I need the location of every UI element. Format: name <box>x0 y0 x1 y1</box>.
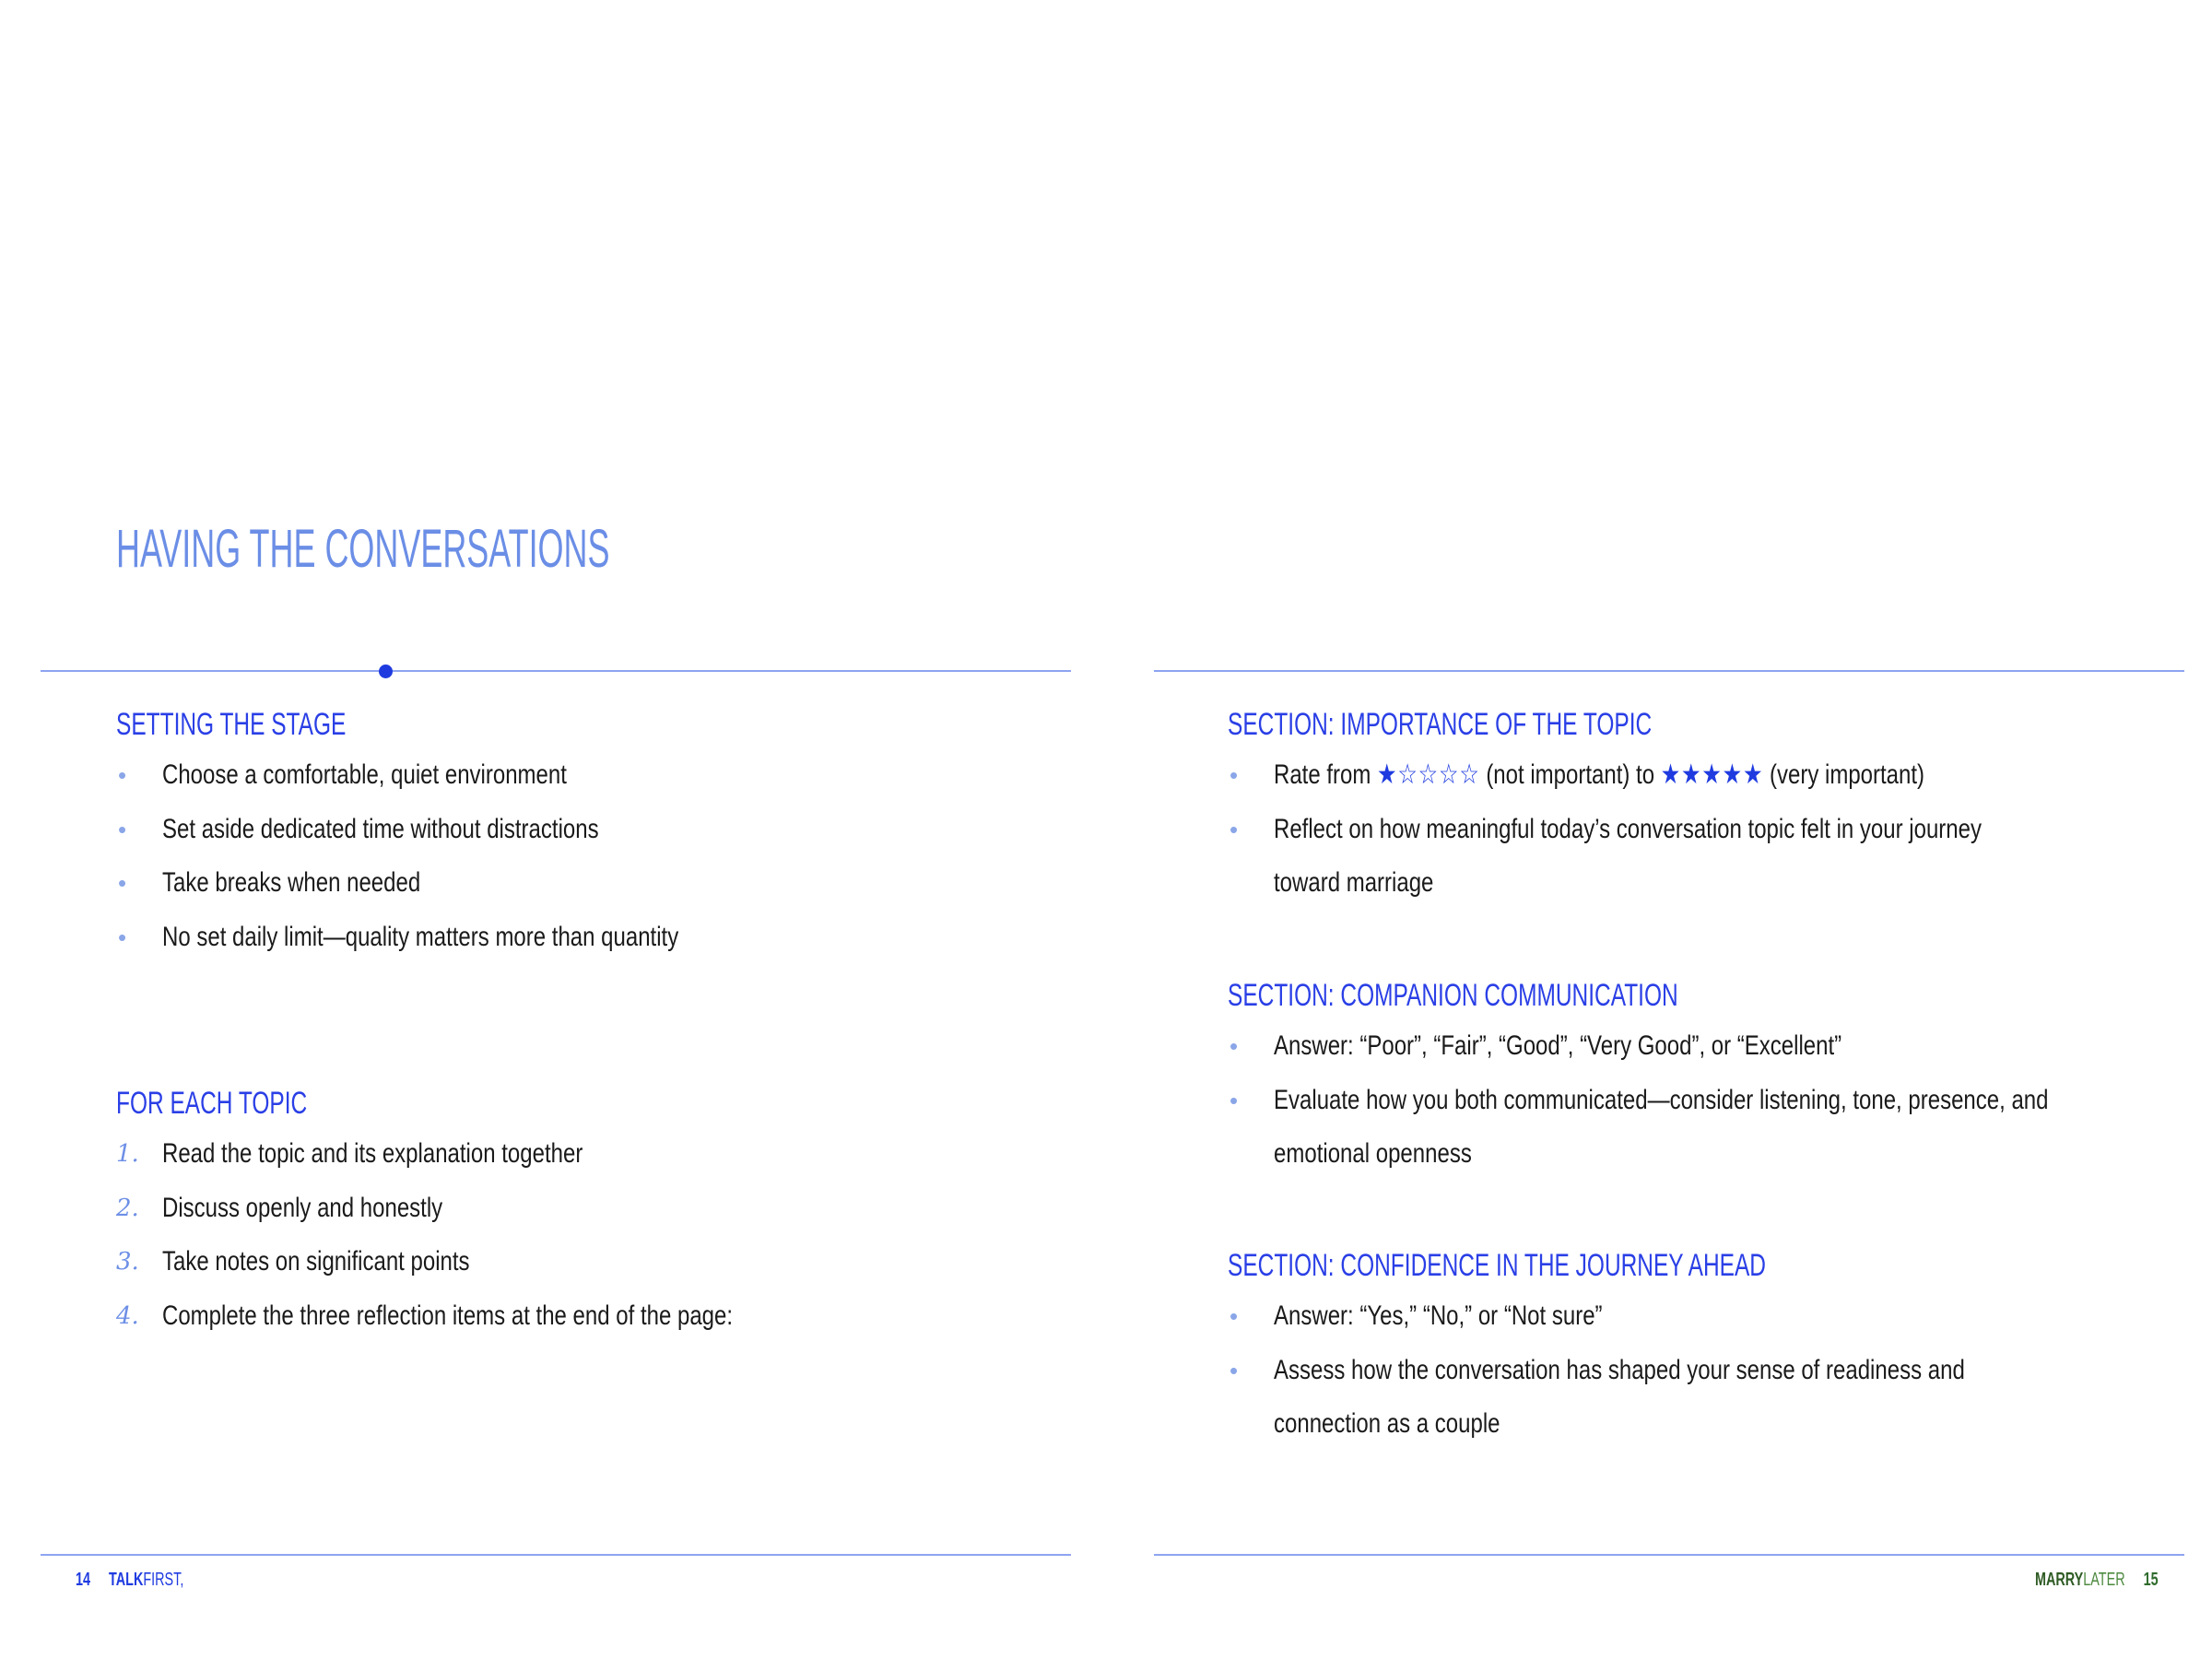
bullet-icon: • <box>1230 815 1239 843</box>
list-item: • Answer: “Poor”, “Fair”, “Good”, “Very Good”, or “Excellent” <box>1228 1019 2177 1074</box>
list-item: 4. Complete the three reflection items at the end of the page: <box>116 1289 1065 1344</box>
list-item: • Rate from ★☆☆☆☆ (not important) to ★★★★★ (very important) <box>1228 748 2177 803</box>
right-footer <box>2035 1567 2206 1593</box>
step-number: 1. <box>116 1140 139 1168</box>
step-number: 3. <box>116 1248 139 1276</box>
brand-strong: MARRY <box>2035 1570 2084 1590</box>
bullet-icon: • <box>1230 1032 1239 1060</box>
list-item: • Take breaks when needed <box>116 856 1065 911</box>
step-number: 4. <box>116 1301 139 1330</box>
importance-list <box>1228 748 2177 911</box>
star-rating-low-icon: ★☆☆☆☆ <box>1377 759 1480 790</box>
confidence-heading: SECTION: CONFIDENCE IN THE JOURNEY AHEAD <box>1228 1248 1766 1283</box>
each-topic-list <box>116 1127 1065 1343</box>
confidence-list <box>1228 1289 2177 1452</box>
setting-stage-heading: SETTING THE STAGE <box>116 707 347 742</box>
communication-section <box>1228 971 2177 1182</box>
star-rating-high-icon: ★★★★★ <box>1660 759 1764 790</box>
communication-heading: SECTION: COMPANION COMMUNICATION <box>1228 978 1678 1013</box>
left-bottom-rule <box>41 1554 1071 1556</box>
bullet-icon: • <box>118 815 127 843</box>
step-number: 2. <box>116 1194 139 1222</box>
bullet-icon: • <box>118 923 127 951</box>
list-item: • Choose a comfortable, quiet environment <box>116 748 1065 803</box>
page-title: HAVING THE CONVERSATIONS <box>116 519 610 579</box>
confidence-section <box>1228 1241 2177 1452</box>
list-item: • Answer: “Yes,” “No,” or “Not sure” <box>1228 1289 2177 1344</box>
bullet-icon: • <box>1230 1302 1239 1330</box>
list-item: • Assess how the conversation has shaped your sense of readiness and connection as a couple <box>1228 1344 2177 1452</box>
list-item: • Evaluate how you both communicated—consider listening, tone, presence, and emotional openness <box>1228 1074 2177 1182</box>
brand-light: FIRST, <box>143 1570 184 1590</box>
page-number: 14 <box>76 1570 91 1590</box>
bullet-icon: • <box>1230 1086 1239 1114</box>
list-item: 1. Read the topic and its explanation together <box>116 1127 1065 1182</box>
list-item: 2. Discuss openly and honestly <box>116 1182 1065 1236</box>
bullet-icon: • <box>1230 761 1239 789</box>
importance-section <box>1228 700 2177 911</box>
page-number: 15 <box>2143 1570 2159 1590</box>
importance-heading: SECTION: IMPORTANCE OF THE TOPIC <box>1228 707 1653 742</box>
left-footer <box>76 1567 226 1593</box>
brand-strong: TALK <box>109 1570 144 1590</box>
rule-marker-dot <box>379 665 393 678</box>
right-bottom-rule <box>1154 1554 2184 1556</box>
list-item: • Set aside dedicated time without distractions <box>116 803 1065 857</box>
each-topic-section <box>116 1079 1065 1343</box>
bullet-icon: • <box>1230 1356 1239 1384</box>
right-top-rule <box>1154 670 2184 672</box>
bullet-icon: • <box>118 869 127 897</box>
communication-list <box>1228 1019 2177 1182</box>
list-item: 3. Take notes on significant points <box>116 1235 1065 1289</box>
setting-stage-section <box>116 700 1065 964</box>
brand-light: LATER <box>2083 1570 2125 1590</box>
list-item: • Reflect on how meaningful today’s conversation topic felt in your journey toward marriage <box>1228 803 2177 911</box>
bullet-icon: • <box>118 761 127 789</box>
list-item: • No set daily limit—quality matters more than quantity <box>116 911 1065 965</box>
setting-stage-list <box>116 748 1065 964</box>
left-top-rule <box>41 670 1071 672</box>
each-topic-heading: FOR EACH TOPIC <box>116 1086 308 1121</box>
